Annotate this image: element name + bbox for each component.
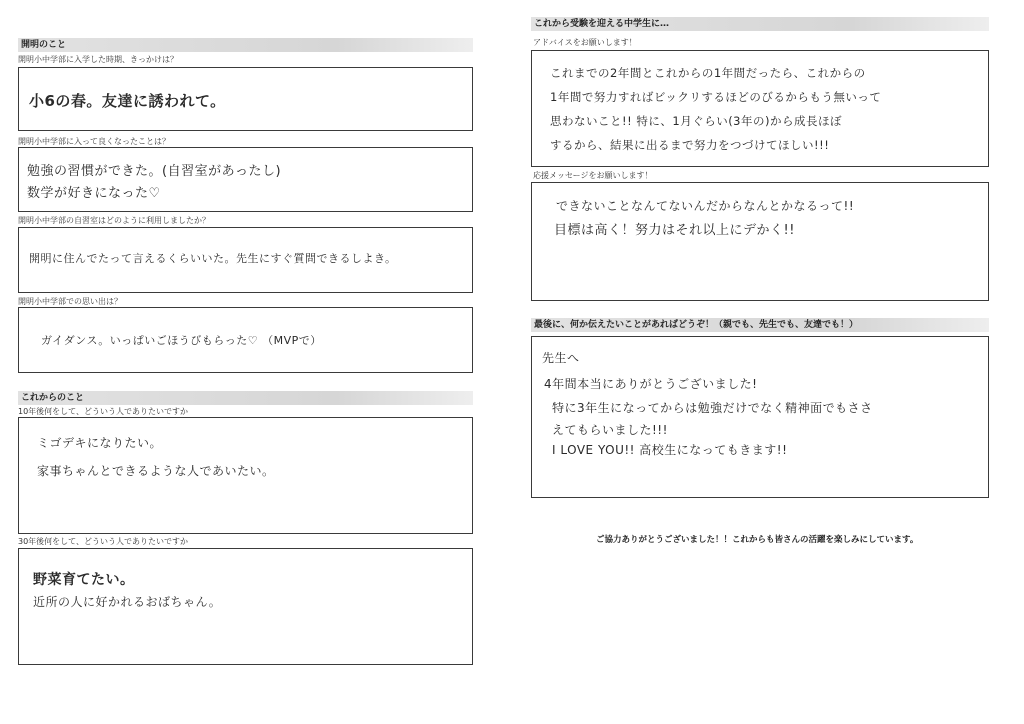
section-header-future: これからのこと xyxy=(18,391,473,405)
closing-thanks-message: ご協力ありがとうございました！！これからも皆さんの活躍を楽しみにしています。 xyxy=(596,535,919,545)
answer-box-improvements xyxy=(18,147,473,212)
answer-text-advice-line1: これまでの2年間とこれからの1年間だったら、これからの xyxy=(550,66,866,80)
answer-text-memories: ガイダンス。いっぱいごほうびもらった♡ （MVPで） xyxy=(41,334,322,347)
question-label-30-years: 30年後何をして、どういう人でありたいですか xyxy=(18,537,189,546)
question-label-enrollment: 開明小中学部に入学した時期、きっかけは？ xyxy=(18,55,178,64)
answer-box-enrollment xyxy=(18,67,473,131)
answer-box-study-room xyxy=(18,227,473,293)
question-label-10-years: 10年後何をして、どういう人でありたいですか xyxy=(18,407,189,416)
answer-text-advice-line4: するから、結果に出るまで努力をつづけてほしい!!! xyxy=(550,138,830,152)
answer-text-final-line2: 4年間本当にありがとうございました! xyxy=(544,377,758,391)
answer-box-advice xyxy=(531,50,989,167)
section-header-past: 開明のこと xyxy=(18,38,473,52)
answer-text-final-line4: えてもらいました!!! xyxy=(552,423,668,437)
question-label-study-room: 開明小中学部の自習室はどのように利用しましたか？ xyxy=(18,216,210,225)
answer-text-cheer-line1: できないことなんてないんだからなんとかなるって!! xyxy=(556,199,855,213)
answer-text-10-years-line1: ミゴデキになりたい。 xyxy=(37,436,163,450)
answer-text-final-line5: I LOVE YOU!! 高校生になってもきます!! xyxy=(552,443,788,457)
answer-text-improvements-line2: 数学が好きになった♡ xyxy=(27,186,161,201)
answer-text-advice-line3: 思わないこと!! 特に、1月ぐらい(3年の)から成長ほぼ xyxy=(550,114,842,128)
answer-text-30-years-line1: 野菜育てたい。 xyxy=(33,572,135,588)
question-label-advice: アドバイスをお願いします！ xyxy=(533,38,637,47)
answer-text-final-line1: 先生へ xyxy=(542,351,580,365)
answer-text-30-years-line2: 近所の人に好かれるおばちゃん。 xyxy=(33,595,222,609)
question-label-memories: 開明小中学部での思い出は？ xyxy=(18,297,122,306)
question-label-cheer: 応援メッセージをお願いします！ xyxy=(533,171,653,180)
section-header-final-message: 最後に、何か伝えたいことがあればどうぞ！（親でも、先生でも、友達でも！） xyxy=(531,318,989,332)
answer-box-30-years xyxy=(18,548,473,665)
answer-text-advice-line2: 1年間で努力すればビックリするほどのびるからもう無いって xyxy=(550,90,882,104)
question-label-improvements: 開明小中学部に入って良くなったことは？ xyxy=(18,137,170,146)
answer-text-study-room: 開明に住んでたって言えるくらいいた。先生にすぐ質問できるしよき。 xyxy=(29,252,397,265)
answer-text-improvements-line1: 勉強の習慣ができた。(自習室があったし) xyxy=(27,164,282,179)
answer-box-memories xyxy=(18,307,473,373)
answer-text-cheer-line2: 目標は高く！努力はそれ以上にデかく!! xyxy=(554,223,795,238)
answer-box-cheer xyxy=(531,182,989,301)
answer-box-10-years xyxy=(18,417,473,534)
section-header-juniors: これから受験を迎える中学生に… xyxy=(531,17,989,31)
answer-text-enrollment: 小6の春。友達に誘われて。 xyxy=(29,92,226,110)
answer-box-final-message xyxy=(531,336,989,498)
answer-text-final-line3: 特に3年生になってからは勉強だけでなく精神面でもささ xyxy=(552,401,873,415)
answer-text-10-years-line2: 家事ちゃんとできるような人であいたい。 xyxy=(37,464,275,478)
